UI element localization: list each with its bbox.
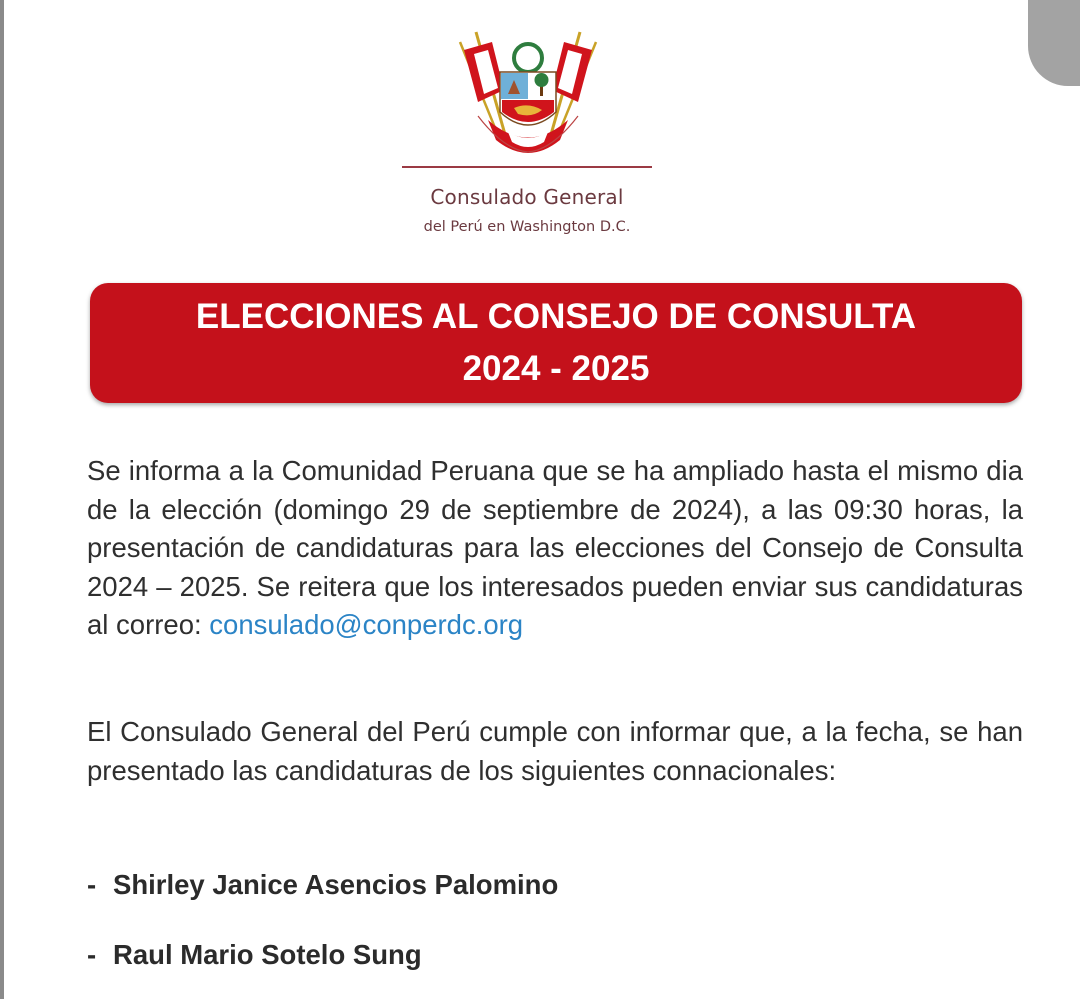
list-dash: - <box>87 869 97 900</box>
org-name: Consulado General <box>430 185 624 209</box>
banner-title-line1: ELECCIONES AL CONSEJO DE CONSULTA <box>195 297 917 336</box>
announcement-paragraph <box>87 452 1023 645</box>
candidate-item <box>87 869 558 901</box>
email-link[interactable]: consulado@conperdc.org <box>209 609 524 640</box>
candidate-name: Raul Mario Sotelo Sung <box>113 939 422 970</box>
banner-title-line2: 2024 - 2025 <box>462 349 650 388</box>
announcement-text: Se informa a la Comunidad Peruana que se ha ampliado hasta el mismo dia de la elección (domingo 29 de septiembre de 2024), a las 09:30 horas, la presentación de candidaturas para las elecciones del Consejo de Consulta 2024 – 2025. Se reitera que los interesados pueden enviar sus candidaturas al correo: <box>87 455 1023 640</box>
candidate-name: Shirley Janice Asencios Palomino <box>113 869 559 900</box>
org-subtitle: del Perú en Washington D.C. <box>423 219 631 235</box>
peru-coat-of-arms-icon <box>448 20 608 170</box>
header-divider <box>402 166 652 168</box>
candidate-item <box>87 939 422 971</box>
title-banner <box>90 283 1022 403</box>
list-dash: - <box>87 939 97 970</box>
candidates-intro-paragraph: El Consulado General del Perú cumple con informar que, a la fecha, se han presentado las candidaturas de los siguientes connacionales: <box>87 716 1023 786</box>
